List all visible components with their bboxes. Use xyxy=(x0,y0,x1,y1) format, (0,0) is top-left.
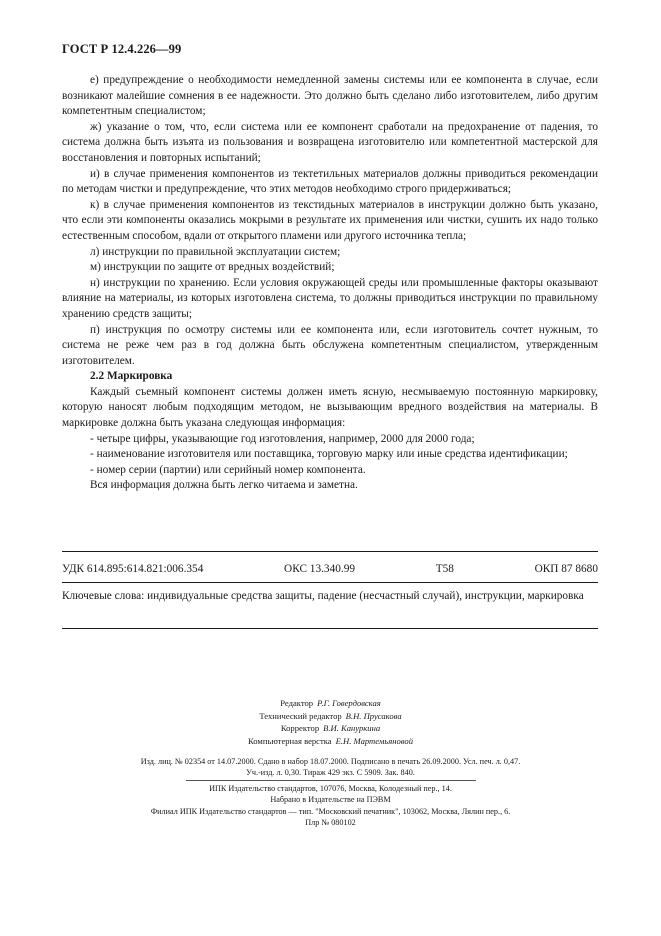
divider-bottom xyxy=(62,628,598,629)
list-item-p: п) инструкция по осмотру системы или ее компонента или, если изготовитель сочтет нужным, то система не реже чем раз в год должна быть обслужена компетентным специалистом, утвержденным изготовителем. xyxy=(62,323,598,367)
list-item-zh: ж) указание о том, что, если система или ее компонент сработали на предохранение от падения, то система должна быть изъята из пользования и возвращена изготовителю или компетентной мастерской для восстановления и повторных испытаний; xyxy=(62,120,598,164)
credits-block xyxy=(0,697,661,747)
classification-row xyxy=(62,563,598,575)
marking-item-manufacturer: - наименование изготовителя или поставщика, торговую марку или иные средства идентификации; xyxy=(90,448,568,461)
credit-name: В.И. Кануркина xyxy=(323,723,381,734)
publication-info xyxy=(0,756,661,779)
credit-name: Р.Г. Говердовская xyxy=(317,698,381,708)
imprint-line: ИПК Издательство стандартов, 107076, Москва, Колодезный пер., 14. xyxy=(209,784,452,793)
group-code: Т58 xyxy=(435,563,454,575)
divider-top xyxy=(62,551,598,552)
credit-row xyxy=(0,697,661,710)
imprint-line: Филиал ИПК Издательство стандартов — тип. "Московский печатник", 103062, Москва, Лялин пер., 6. xyxy=(150,806,511,816)
credit-row xyxy=(0,722,661,735)
udk-code: УДК 614.895:614.821:006.354 xyxy=(62,563,204,575)
document-header-id: ГОСТ Р 12.4.226—99 xyxy=(62,42,182,56)
credit-row xyxy=(0,735,661,748)
document-body xyxy=(62,73,598,494)
imprint-divider xyxy=(186,780,476,781)
okp-code: ОКП 87 8680 xyxy=(534,563,598,575)
section-paragraph: Каждый съемный компонент системы должен иметь ясную, несмываемую постоянную маркировку, которую наносят любым подходящим методом, не вызывающим вредного воздействия на материалы. В маркировке должна быть указана следующая информация: xyxy=(62,385,598,430)
list-item-m: м) инструкции по защите от вредных воздействий; xyxy=(90,261,335,274)
credit-role: Редактор xyxy=(280,698,314,708)
list-item-n: н) инструкции по хранению. Если условия окружающей среды или промышленные факторы оказывают влияние на материалы, из которых изготовлена система, то должны приводиться инструкции по правильному хранению средств защиты; xyxy=(62,276,598,320)
marking-item-year: - четыре цифры, указывающие год изготовления, например, 2000 для 2000 года; xyxy=(90,432,475,445)
section-paragraph-final: Вся информация должна быть легко читаема и заметна. xyxy=(90,479,358,492)
publication-line: Изд. лиц. № 02354 от 14.07.2000. Сдано в набор 18.07.2000. Подписано в печать 26.09.2000. Усл. печ. л. 0,47. xyxy=(140,757,521,766)
keywords-text: Ключевые слова: индивидуальные средства защиты, падение (несчастный случай), инструкции, маркировка xyxy=(62,590,584,602)
divider-middle xyxy=(62,582,598,583)
list-item-k: к) в случае применения компонентов из текстидьных материалов в инструкции должно быть указано, что если эти компоненты оказались мокрыми в результате их применения или чистки, сушить их надо только естественным способом, вдали от открытого пламени или другого источника тепла; xyxy=(62,198,598,242)
credit-role: Технический редактор xyxy=(259,710,342,721)
credit-name: В.Н. Прусакова xyxy=(345,710,402,721)
list-item-i: и) в случае применения компонентов из тектетильных материалов должны приводиться рекомендации по методам чистки и предупреждение, что этих методов необходимо строго придерживаться; xyxy=(62,167,598,196)
list-item-l: л) инструкции по правильной эксплуатации систем; xyxy=(90,245,341,258)
credit-name: Е.Н. Мартемьяновой xyxy=(335,735,414,746)
list-item-e: е) предупреждение о необходимости немедленной замены системы или ее компонента в случае, если возникают малейшие сомнения в ее надежности. Это должно быть сделано либо изготовителем, либо другим компетентным специалистом; xyxy=(62,74,598,118)
oks-code: ОКС 13.340.99 xyxy=(284,563,355,575)
credit-role: Компьютерная верстка xyxy=(247,735,332,746)
marking-item-serial: - номер серии (партии) или серийный номер компонента. xyxy=(90,463,366,476)
publication-line: Уч.-изд. л. 0,30. Тираж 429 экз. С 5909. Зак. 840. xyxy=(246,768,415,778)
credit-row xyxy=(0,710,661,723)
imprint-line: Набрано в Издательстве на ПЭВМ xyxy=(270,795,391,805)
credit-role: Корректор xyxy=(280,723,320,734)
imprint-block xyxy=(0,783,661,829)
section-heading: 2.2 Маркировка xyxy=(90,370,173,383)
imprint-line: Плр № 080102 xyxy=(305,818,356,828)
